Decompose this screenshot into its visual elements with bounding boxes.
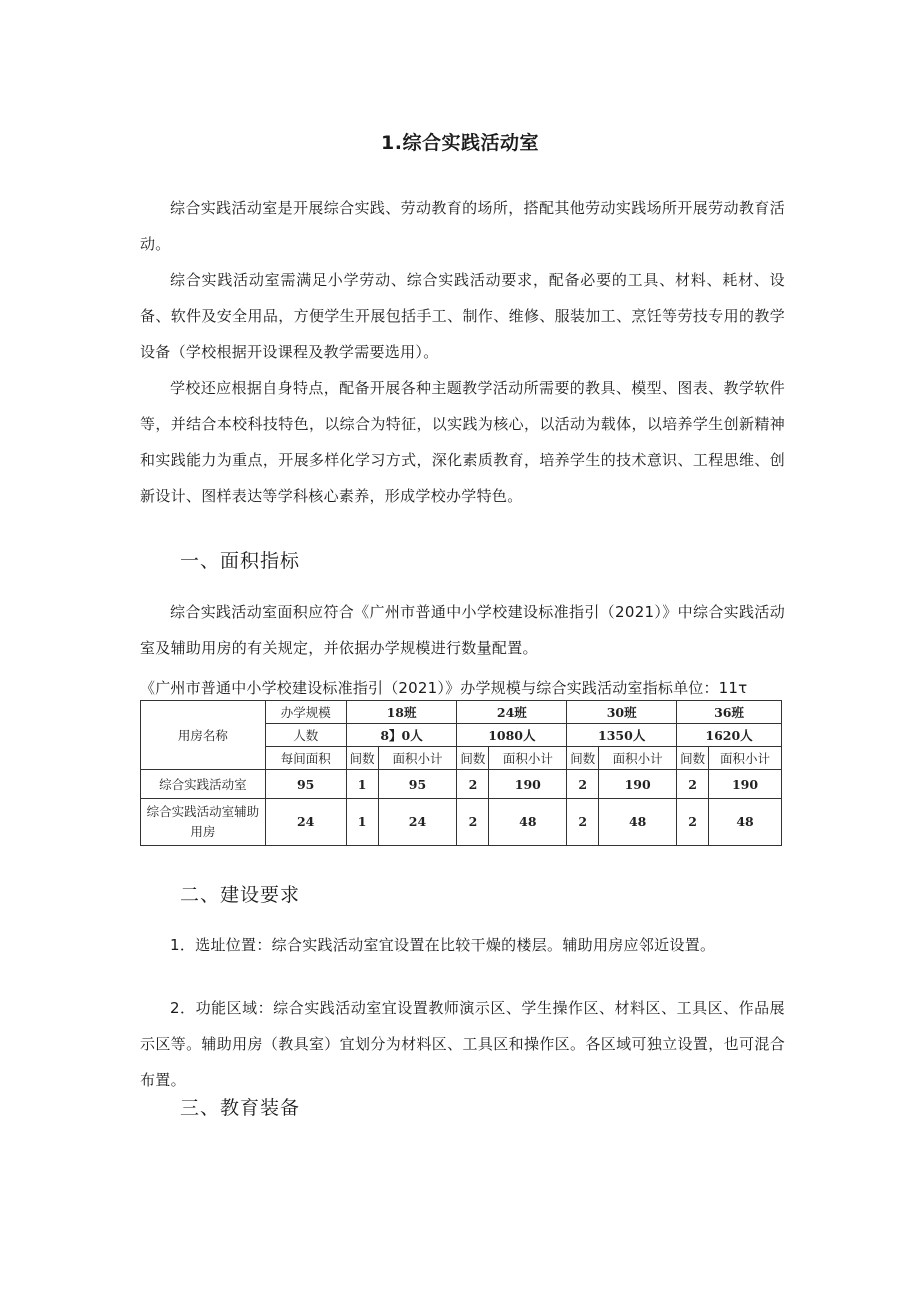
count-label: 间数 (567, 747, 599, 770)
scale-people-18: 8】0人 (346, 724, 457, 747)
intro-paragraph-2: 综合实践活动室需满足小学劳动、综合实践活动要求，配备必要的工具、材料、耗材、设备、软件及安全用品，方便学生开展包括手工、制作、维修、服装加工、烹饪等劳技专用的教学设备（学校根据开设课程及教学需要选用）。 (140, 271, 785, 361)
scale-classes-18: 18班 (346, 701, 457, 724)
count-label: 间数 (457, 747, 489, 770)
section-heading-area: 一、面积指标 (180, 550, 301, 572)
subtotal-cell: 190 (599, 770, 677, 799)
section-heading-equipment: 三、教育装备 (180, 1097, 301, 1119)
subtotal-label: 面积小计 (599, 747, 677, 770)
subtotal-cell: 48 (599, 799, 677, 846)
scale-classes-24: 24班 (457, 701, 567, 724)
area-each-cell: 95 (265, 770, 346, 799)
scale-label: 办学规模 (265, 701, 346, 724)
intro-paragraph-3: 学校还应根据自身特点，配备开展各种主题教学活动所需要的教具、模型、图表、教学软件等，并结合本校科技特色，以综合为特征，以实践为核心，以活动为载体，以培养学生创新精神和实践能力为重点，开展多样化学习方式，深化素质教育，培养学生的技术意识、工程思维、创新设计、图样表达等学科核心素养，形成学校办学特色。 (140, 379, 785, 505)
count-cell: 2 (567, 770, 599, 799)
scale-people-24: 1080人 (457, 724, 567, 747)
subtotal-cell: 48 (709, 799, 782, 846)
area-paragraph: 综合实践活动室面积应符合《广州市普通中小学校建设标准指引（2021）》中综合实践活动室及辅助用房的有关规定，并依据办学规模进行数量配置。 (140, 603, 785, 657)
table-row (141, 799, 782, 846)
count-label: 间数 (677, 747, 709, 770)
subtotal-cell: 190 (709, 770, 782, 799)
table-row (141, 770, 782, 799)
room-name-cell: 综合实践活动室辅助用房 (141, 799, 266, 846)
scale-classes-30: 30班 (567, 701, 677, 724)
section-heading-requirements: 二、建设要求 (180, 884, 301, 906)
count-cell: 2 (677, 799, 709, 846)
area-each-cell: 24 (265, 799, 346, 846)
room-name-header: 用房名称 (141, 701, 266, 770)
area-each-label: 每间面积 (265, 747, 346, 770)
intro-paragraph-1: 综合实践活动室是开展综合实践、劳动教育的场所，搭配其他劳动实践场所开展劳动教育活动。 (140, 199, 785, 253)
count-cell: 1 (346, 770, 378, 799)
scale-classes-36: 36班 (677, 701, 782, 724)
subtotal-cell: 190 (489, 770, 567, 799)
table-caption: 《广州市普通中小学校建设标准指引（2021）》办学规模与综合实践活动室指标单位：11τ (140, 679, 748, 697)
count-label: 间数 (346, 747, 378, 770)
page-title: 1.综合实践活动室 (381, 132, 539, 154)
room-name-cell: 综合实践活动室 (141, 770, 266, 799)
subtotal-cell: 24 (378, 799, 457, 846)
subtotal-label: 面积小计 (709, 747, 782, 770)
area-spec-table (140, 700, 782, 846)
count-cell: 2 (457, 799, 489, 846)
count-cell: 1 (346, 799, 378, 846)
count-cell: 2 (677, 770, 709, 799)
table-header-row-scale (141, 701, 782, 724)
subtotal-cell: 95 (378, 770, 457, 799)
count-cell: 2 (457, 770, 489, 799)
requirement-item-1: 1．选址位置：综合实践活动室宜设置在比较干燥的楼层。辅助用房应邻近设置。 (170, 936, 716, 954)
subtotal-label: 面积小计 (378, 747, 457, 770)
count-cell: 2 (567, 799, 599, 846)
scale-people-36: 1620人 (677, 724, 782, 747)
scale-people-30: 1350人 (567, 724, 677, 747)
people-label: 人数 (265, 724, 346, 747)
subtotal-cell: 48 (489, 799, 567, 846)
subtotal-label: 面积小计 (489, 747, 567, 770)
requirement-item-2: 2．功能区域：综合实践活动室宜设置教师演示区、学生操作区、材料区、工具区、作品展示区等。辅助用房（教具室）宜划分为材料区、工具区和操作区。各区域可独立设置，也可混合布置。 (140, 999, 785, 1089)
